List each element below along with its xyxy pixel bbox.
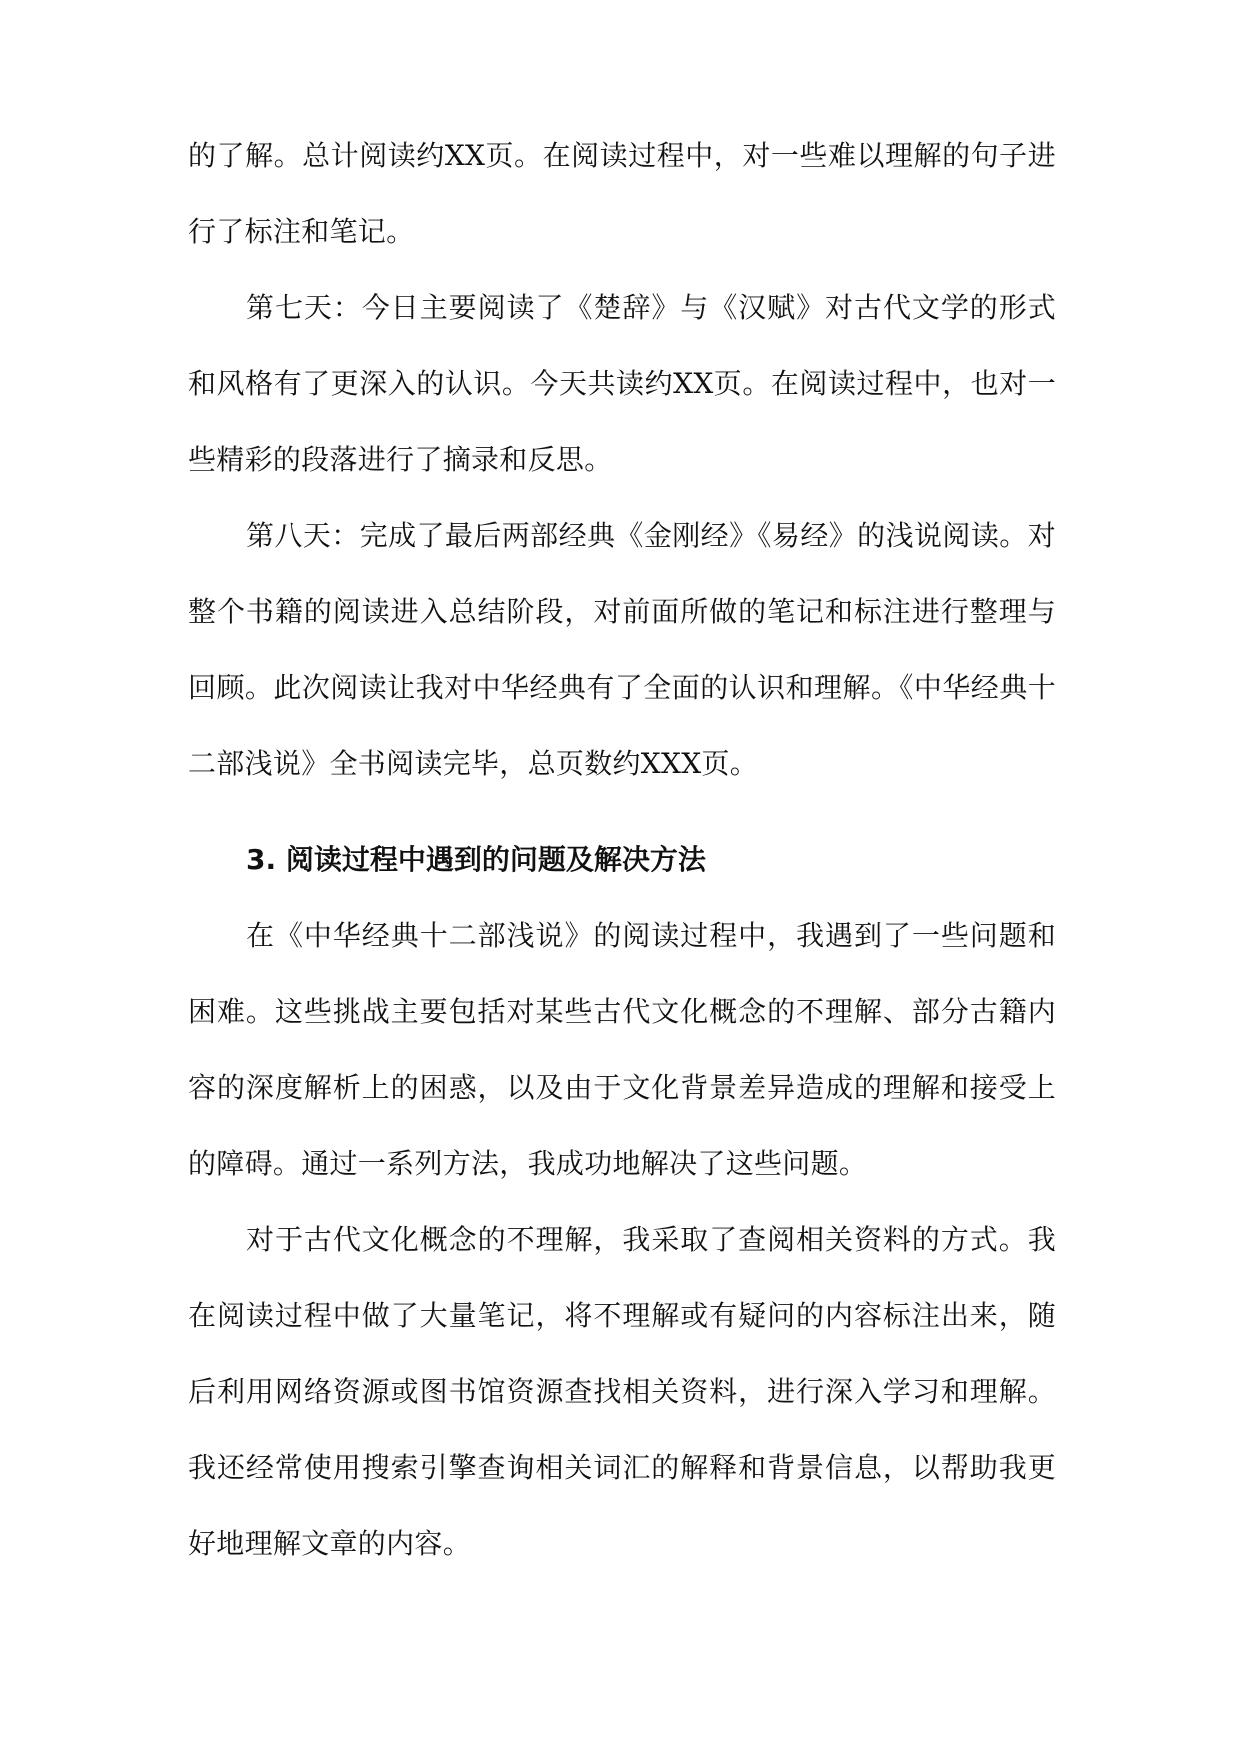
paragraph-day-seven: 第七天：今日主要阅读了《楚辞》与《汉赋》对古代文学的形式和风格有了更深入的认识。今天共读约XX页。在阅读过程中，也对一些精彩的段落进行了摘录和反思。 (188, 291, 1056, 476)
paragraph-problems-intro: 在《中华经典十二部浅说》的阅读过程中，我遇到了一些问题和困难。这些挑战主要包括对某些古代文化概念的不理解、部分古籍内容的深度解析上的困惑，以及由于文化背景差异造成的理解和接受上的障碍。通过一系列方法，我成功地解决了这些问题。 (188, 919, 1056, 1180)
section-heading: 3. 阅读过程中遇到的问题及解决方法 (246, 843, 706, 876)
paragraph-day-eight: 第八天：完成了最后两部经典《金刚经》《易经》的浅说阅读。对整个书籍的阅读进入总结阶段，对前面所做的笔记和标注进行整理与回顾。此次阅读让我对中华经典有了全面的认识和理解。《中华经典十二部浅说》全书阅读完毕，总页数约XXX页。 (188, 519, 1056, 780)
paragraph-day-six-continued: 的了解。总计阅读约XX页。在阅读过程中，对一些难以理解的句子进行了标注和笔记。 (188, 139, 1056, 248)
paragraph-solution-concepts: 对于古代文化概念的不理解，我采取了查阅相关资料的方式。我在阅读过程中做了大量笔记，将不理解或有疑问的内容标注出来，随后利用网络资源或图书馆资源查找相关资料，进行深入学习和理解。我还经常使用搜索引擎查询相关词汇的解释和背景信息，以帮助我更好地理解文章的内容。 (188, 1223, 1056, 1560)
